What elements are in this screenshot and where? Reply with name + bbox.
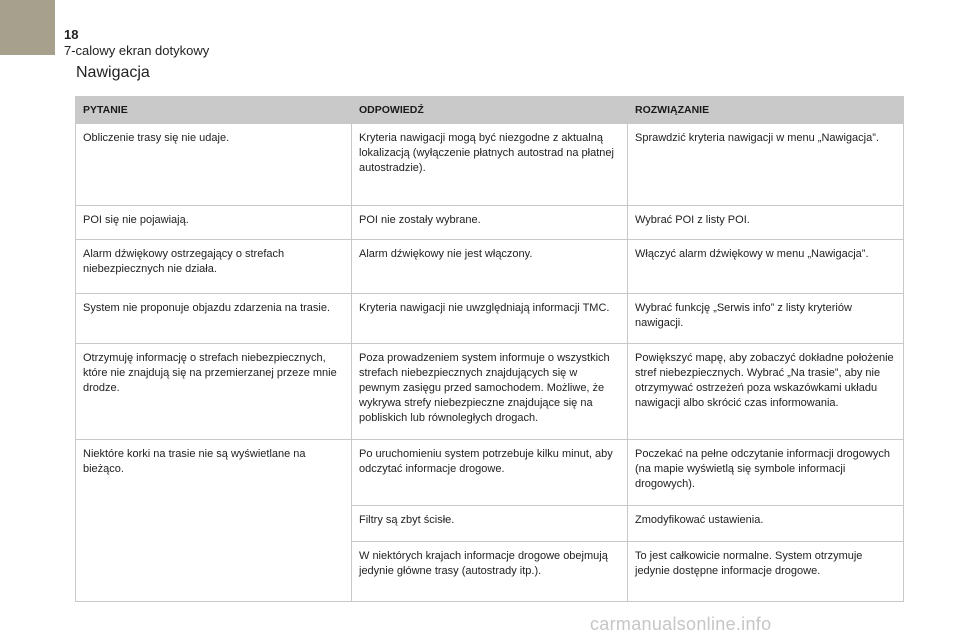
solution-cell: Wybrać funkcję „Serwis info” z listy kryteriów nawigacji. xyxy=(628,294,904,344)
watermark: carmanualsonline.info xyxy=(590,614,772,634)
answer-cell: Kryteria nawigacji mogą być niezgodne z aktualną lokalizacją (wyłączenie płatnych autostrad na płatnej autostradzie). xyxy=(352,124,628,206)
answer-cell: POI nie zostały wybrane. xyxy=(352,206,628,240)
answer-cell: Kryteria nawigacji nie uwzględniają informacji TMC. xyxy=(352,294,628,344)
solution-cell: Powiększyć mapę, aby zobaczyć dokładne położenie stref niebezpiecznych. Wybrać „Na trasie”, aby nie otrzymywać ostrzeżeń poza wskazówkami układu nawigacji albo skrócić czas informowania. xyxy=(628,344,904,440)
table-row xyxy=(76,206,904,240)
table-row xyxy=(76,124,904,206)
header-solution: ROZWIĄZANIE xyxy=(628,97,904,124)
solution-cell: Sprawdzić kryteria nawigacji w menu „Nawigacja”. xyxy=(628,124,904,206)
header-question: PYTANIE xyxy=(76,97,352,124)
answer-cell: W niektórych krajach informacje drogowe obejmują jedynie główne trasy (autostrady itp.). xyxy=(352,542,628,602)
page-title: Nawigacja xyxy=(76,64,150,81)
answer-cell: Po uruchomieniu system potrzebuje kilku minut, aby odczytać informacje drogowe. xyxy=(352,440,628,506)
answer-cell: Filtry są zbyt ścisłe. xyxy=(352,506,628,542)
page-tab xyxy=(0,0,55,55)
table-row xyxy=(76,294,904,344)
table-row xyxy=(76,440,904,506)
solution-cell: Włączyć alarm dźwiękowy w menu „Nawigacja”. xyxy=(628,240,904,294)
solution-cell: Poczekać na pełne odczytanie informacji drogowych (na mapie wyświetlą się symbole informacji drogowych). xyxy=(628,440,904,506)
question-cell: Otrzymuję informację o strefach niebezpiecznych, które nie znajdują się na przemierzanej przeze mnie drodze. xyxy=(76,344,352,440)
table-row xyxy=(76,344,904,440)
question-cell: Niektóre korki na trasie nie są wyświetlane na bieżąco. xyxy=(76,440,352,602)
section-header: 7-calowy ekran dotykowy xyxy=(64,43,210,58)
solution-cell: Zmodyfikować ustawienia. xyxy=(628,506,904,542)
table-header-row xyxy=(76,97,904,124)
answer-cell: Poza prowadzeniem system informuje o wszystkich strefach niebezpiecznych znajdujących się w pewnym zasięgu przed samochodem. Możliwe, że wykrywa strefy niebezpieczne znajdujące się na pobliskich lub równoległych drogach. xyxy=(352,344,628,440)
question-cell: POI się nie pojawiają. xyxy=(76,206,352,240)
page-number: 18 xyxy=(64,27,79,42)
question-cell: System nie proponuje objazdu zdarzenia na trasie. xyxy=(76,294,352,344)
answer-cell: Alarm dźwiękowy nie jest włączony. xyxy=(352,240,628,294)
table-row xyxy=(76,240,904,294)
troubleshooting-table xyxy=(75,96,904,602)
question-cell: Alarm dźwiękowy ostrzegający o strefach niebezpiecznych nie działa. xyxy=(76,240,352,294)
question-cell: Obliczenie trasy się nie udaje. xyxy=(76,124,352,206)
header-answer: ODPOWIEDŹ xyxy=(352,97,628,124)
solution-cell: Wybrać POI z listy POI. xyxy=(628,206,904,240)
solution-cell: To jest całkowicie normalne. System otrzymuje jedynie dostępne informacje drogowe. xyxy=(628,542,904,602)
